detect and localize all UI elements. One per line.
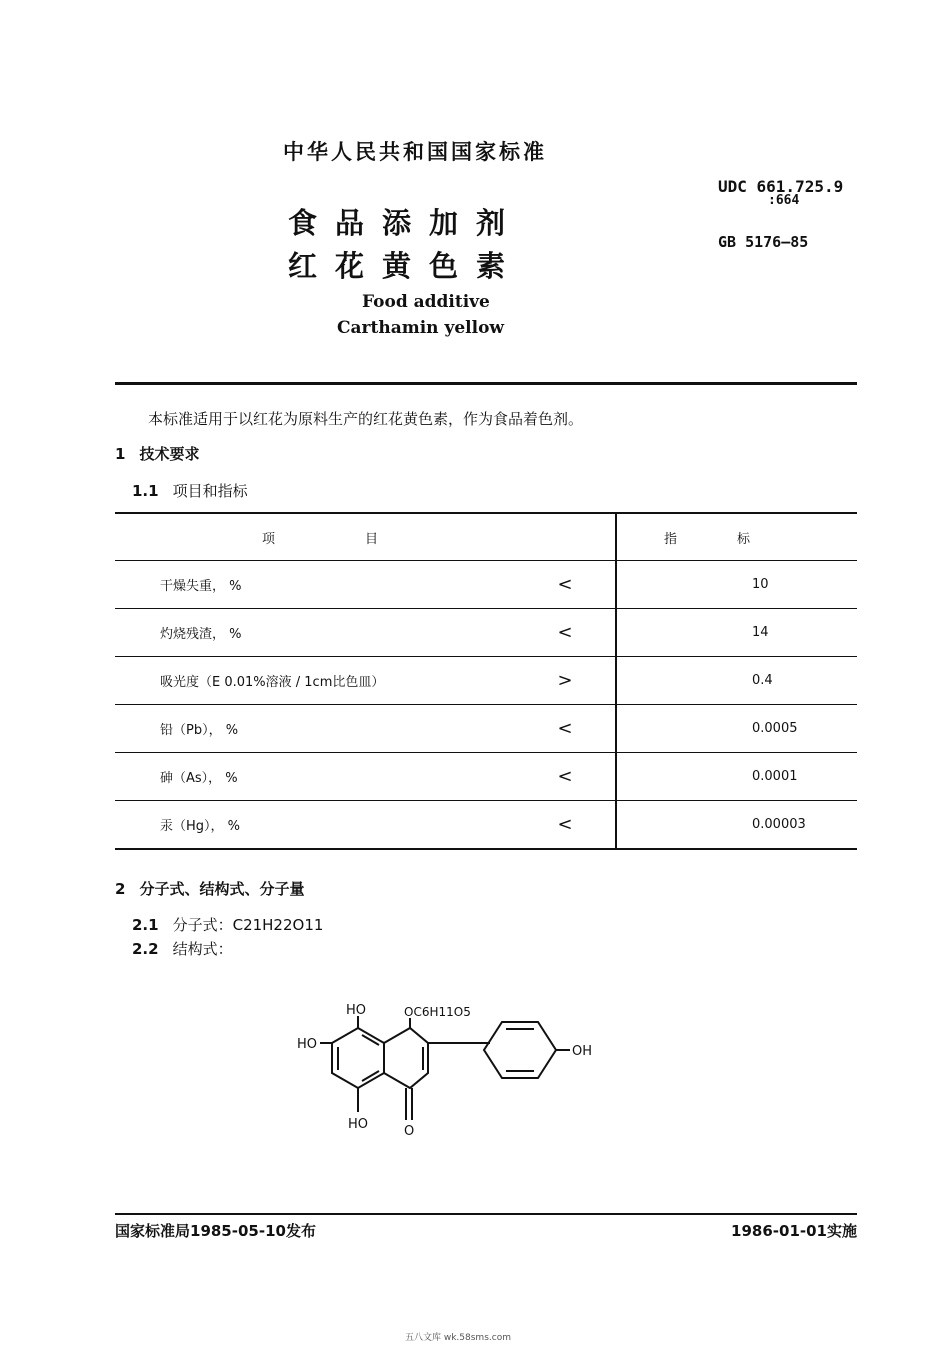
title-cn-line2: 红花黄色素 [288, 249, 524, 283]
aromatic-ring-a [332, 1028, 384, 1088]
table-row [115, 753, 857, 801]
intro-paragraph: 本标准适用于以红花为原料生产的红花黄色素，作为食品着色剂。 [148, 410, 584, 428]
row-item: 干燥失重， % [115, 561, 515, 609]
udc-code: UDC 661.725.9 [718, 177, 844, 196]
gb-number: GB 5176—85 [718, 233, 809, 251]
table-row [115, 801, 857, 850]
row-value: 0.4 [616, 657, 857, 705]
section-1-heading [115, 443, 199, 464]
row-operator: < [515, 705, 616, 753]
section-2-heading [115, 878, 304, 899]
section-2-1-number: 2.1 [132, 916, 159, 934]
label-carbonyl-o: O [404, 1124, 415, 1139]
standard-name: 中华人民共和国国家标准 [283, 140, 547, 164]
title-en-line1: Food additive [362, 292, 490, 312]
row-operator: < [515, 801, 616, 850]
header-divider [115, 382, 857, 385]
row-value: 0.00003 [616, 801, 857, 850]
row-operator: < [515, 561, 616, 609]
row-value: 10 [616, 561, 857, 609]
row-item: 砷（As）， % [115, 753, 515, 801]
table-row [115, 609, 857, 657]
implementation-date: 1986-01-01实施 [731, 1222, 857, 1240]
row-value: 14 [616, 609, 857, 657]
row-operator: < [515, 753, 616, 801]
udc-code-suffix: :664 [768, 193, 800, 208]
section-2-title: 分子式、结构式、分子量 [139, 880, 305, 898]
title-cn-line1: 食品添加剂 [288, 206, 524, 240]
row-operator: < [515, 609, 616, 657]
ring-a-inner-bond [362, 1071, 379, 1081]
label-ho-top: HO [346, 1003, 367, 1018]
label-ho-bottom: HO [348, 1117, 369, 1132]
row-operator: > [515, 657, 616, 705]
row-item: 汞（Hg）， % [115, 801, 515, 850]
ring-a-inner-bond [362, 1035, 379, 1045]
row-item: 铅（Pb）， % [115, 705, 515, 753]
title-en-line2: Carthamin yellow [337, 318, 505, 338]
table-header-value: 指标 [616, 513, 857, 561]
section-2-number: 2 [115, 880, 126, 898]
footer-divider [115, 1213, 857, 1215]
section-2-2-label: 结构式： [172, 940, 233, 958]
table-header-row [115, 513, 857, 561]
label-glycoside: OC6H11O5 [404, 1005, 471, 1019]
section-2-2-number: 2.2 [132, 940, 159, 958]
table-row [115, 561, 857, 609]
table-header-item: 项目 [115, 513, 616, 561]
row-value: 0.0001 [616, 753, 857, 801]
section-1-1-title: 项目和指标 [172, 482, 248, 500]
section-1-1-heading [132, 480, 248, 501]
section-2-1-label: 分子式： [172, 916, 233, 934]
structural-formula [280, 1000, 620, 1165]
row-item: 灼烧残渣， % [115, 609, 515, 657]
row-item: 吸光度（E 0.01%溶液 / 1cm比色皿） [115, 657, 515, 705]
table-row [115, 657, 857, 705]
label-ho-left: HO [297, 1037, 318, 1052]
table-row [115, 705, 857, 753]
label-oh-right: OH [572, 1044, 593, 1059]
spec-table [115, 512, 857, 850]
section-2-1-line [132, 914, 323, 935]
molecular-formula: C21H22O11 [232, 916, 324, 934]
watermark-text: 五八文库 wk.58sms.com [405, 1333, 511, 1343]
section-1-number: 1 [115, 445, 126, 463]
publication-date: 国家标准局1985-05-10发布 [115, 1222, 316, 1240]
section-1-1-number: 1.1 [132, 482, 159, 500]
phenyl-ring [484, 1022, 556, 1078]
section-2-2-line [132, 938, 233, 959]
ring-b [384, 1028, 428, 1088]
section-1-title: 技术要求 [139, 445, 200, 463]
row-value: 0.0005 [616, 705, 857, 753]
